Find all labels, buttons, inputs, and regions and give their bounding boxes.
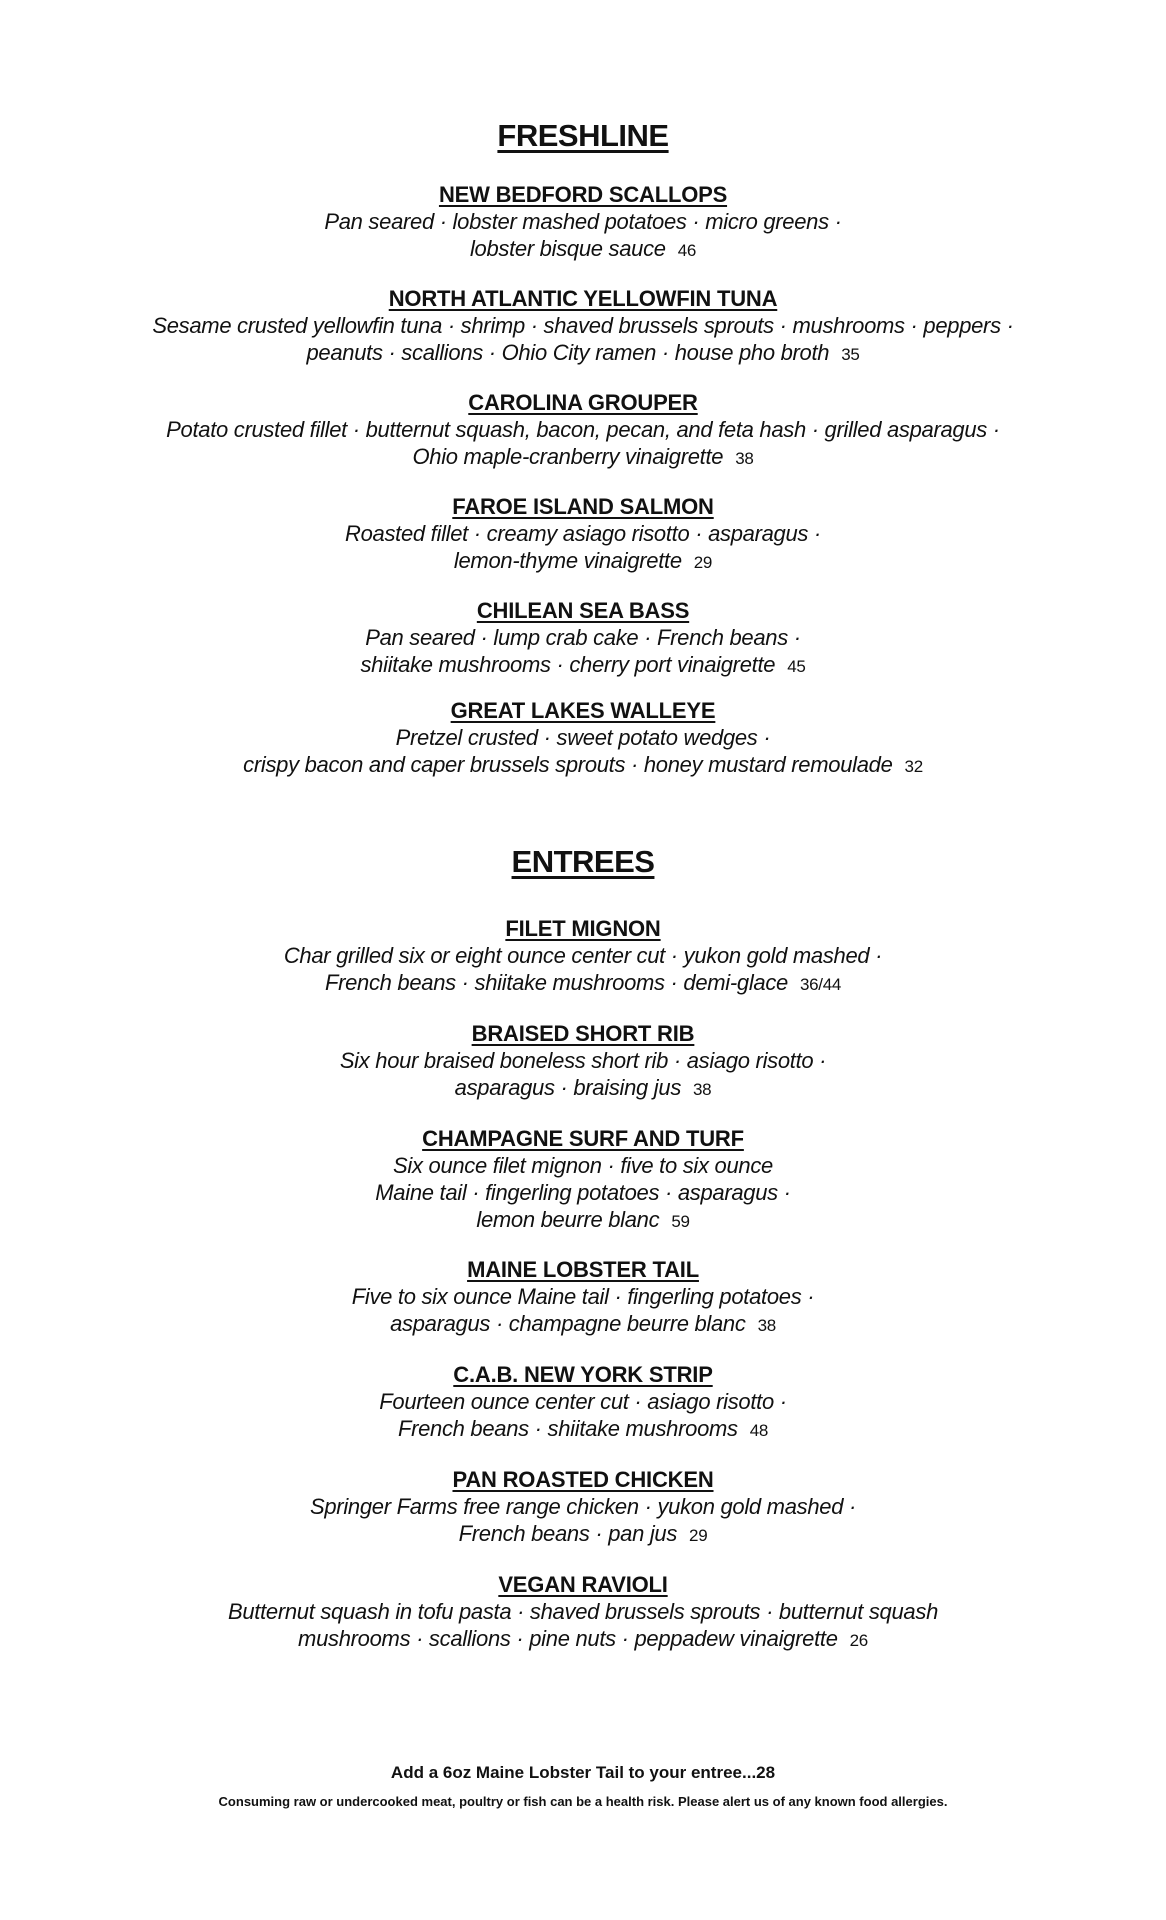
item-description: mushrooms · scallions · pine nuts · peppadew vinaigrette [298, 1626, 838, 1651]
menu-item [0, 1572, 1166, 1654]
item-price: 38 [757, 1316, 776, 1335]
item-description: lemon beurre blanc [476, 1207, 660, 1232]
item-description-end [0, 1520, 1166, 1549]
item-description-end [0, 1310, 1166, 1339]
item-price: 59 [671, 1212, 690, 1231]
item-price: 45 [787, 657, 806, 676]
item-price: 48 [749, 1421, 769, 1440]
menu-item [0, 698, 1166, 780]
item-price: 38 [735, 449, 754, 468]
item-description: lemon-thyme vinaigrette [453, 548, 682, 573]
item-description: lobster bisque sauce [469, 236, 666, 261]
section-title-entrees: ENTREES [511, 844, 655, 879]
item-description: Roasted fillet · creamy asiago risotto · asparagus · [345, 521, 821, 546]
item-description: Six ounce filet mignon · five to six ounce [393, 1153, 773, 1178]
item-description: shiitake mushrooms · cherry port vinaigrette [360, 652, 776, 677]
item-price: 38 [693, 1080, 712, 1099]
item-name: CHILEAN SEA BASS [476, 598, 690, 623]
menu-item [0, 1021, 1166, 1103]
item-price: 35 [841, 345, 860, 364]
item-description-end [0, 235, 1166, 264]
item-description: French beans · shiitake mushrooms [397, 1416, 738, 1441]
item-price: 29 [693, 553, 713, 572]
item-description: Potato crusted fillet · butternut squash, bacon, pecan, and feta hash · grilled asparagus · [166, 417, 1000, 442]
item-name: FAROE ISLAND SALMON [452, 494, 714, 519]
item-description-end [0, 1074, 1166, 1103]
item-description-end [0, 1625, 1166, 1654]
item-price: 26 [849, 1631, 868, 1650]
item-price: 46 [677, 241, 697, 260]
item-description: Char grilled six or eight ounce center cut · yukon gold mashed · [283, 943, 883, 968]
item-description: Pan seared · lobster mashed potatoes · micro greens · [324, 209, 842, 234]
item-name: NEW BEDFORD SCALLOPS [438, 182, 728, 207]
health-advisory: Consuming raw or undercooked meat, poultry or fish can be a health risk. Please alert us of any known food allergies. [218, 1794, 948, 1809]
item-description: Sesame crusted yellowfin tuna · shrimp · shaved brussels sprouts · mushrooms · peppers · [152, 313, 1014, 338]
item-description: French beans · pan jus [458, 1521, 678, 1546]
item-description: Fourteen ounce center cut · asiago risotto · [379, 1389, 787, 1414]
item-description: asparagus · champagne beurre blanc [390, 1311, 746, 1336]
item-description: Six hour braised boneless short rib · asiago risotto · [339, 1048, 827, 1073]
menu-item [0, 1362, 1166, 1444]
entrees-section [0, 844, 1166, 880]
section-title-freshline: FRESHLINE [497, 118, 669, 153]
menu-item [0, 390, 1166, 472]
menu-item [0, 286, 1166, 368]
freshline-section [0, 118, 1166, 154]
item-description: peanuts · scallions · Ohio City ramen · house pho broth [306, 340, 830, 365]
item-name: CAROLINA GROUPER [468, 390, 698, 415]
item-description-end [0, 339, 1166, 368]
item-name: GREAT LAKES WALLEYE [450, 698, 716, 723]
lobster-add-on-note: Add a 6oz Maine Lobster Tail to your entree...28 [390, 1763, 776, 1782]
item-description-end [0, 1206, 1166, 1235]
item-description-end [0, 547, 1166, 576]
item-description: Ohio maple-cranberry vinaigrette [412, 444, 724, 469]
item-name: MAINE LOBSTER TAIL [467, 1257, 699, 1282]
item-description: French beans · shiitake mushrooms · demi-glace [324, 970, 788, 995]
item-description-end [0, 969, 1166, 998]
item-description: Maine tail · fingerling potatoes · asparagus · [375, 1180, 791, 1205]
item-name: FILET MIGNON [505, 916, 661, 941]
item-price: 32 [904, 757, 923, 776]
item-description: Pan seared · lump crab cake · French beans · [365, 625, 801, 650]
item-name: PAN ROASTED CHICKEN [452, 1467, 714, 1492]
item-name: C.A.B. NEW YORK STRIP [453, 1362, 713, 1387]
item-description-end [0, 1415, 1166, 1444]
item-description: Five to six ounce Maine tail · fingerling potatoes · [351, 1284, 815, 1309]
item-description-end [0, 751, 1166, 780]
item-price: 29 [689, 1526, 708, 1545]
item-description: Butternut squash in tofu pasta · shaved brussels sprouts · butternut squash [227, 1599, 939, 1624]
item-name: NORTH ATLANTIC YELLOWFIN TUNA [388, 286, 778, 311]
item-price: 36/44 [800, 975, 842, 994]
menu-item [0, 598, 1166, 680]
menu-item [0, 1126, 1166, 1235]
item-description: Springer Farms free range chicken · yukon gold mashed · [310, 1494, 856, 1519]
menu-item [0, 1467, 1166, 1549]
menu-item [0, 1257, 1166, 1339]
item-description-end [0, 651, 1166, 680]
item-description: crispy bacon and caper brussels sprouts · honey mustard remoulade [243, 752, 893, 777]
item-name: CHAMPAGNE SURF AND TURF [422, 1126, 744, 1151]
item-name: VEGAN RAVIOLI [498, 1572, 668, 1597]
item-description: asparagus · braising jus [454, 1075, 682, 1100]
menu-item [0, 916, 1166, 998]
menu-item [0, 182, 1166, 264]
item-name: BRAISED SHORT RIB [471, 1021, 695, 1046]
menu-item [0, 494, 1166, 576]
item-description: Pretzel crusted · sweet potato wedges · [395, 725, 771, 750]
item-description-end [0, 443, 1166, 472]
